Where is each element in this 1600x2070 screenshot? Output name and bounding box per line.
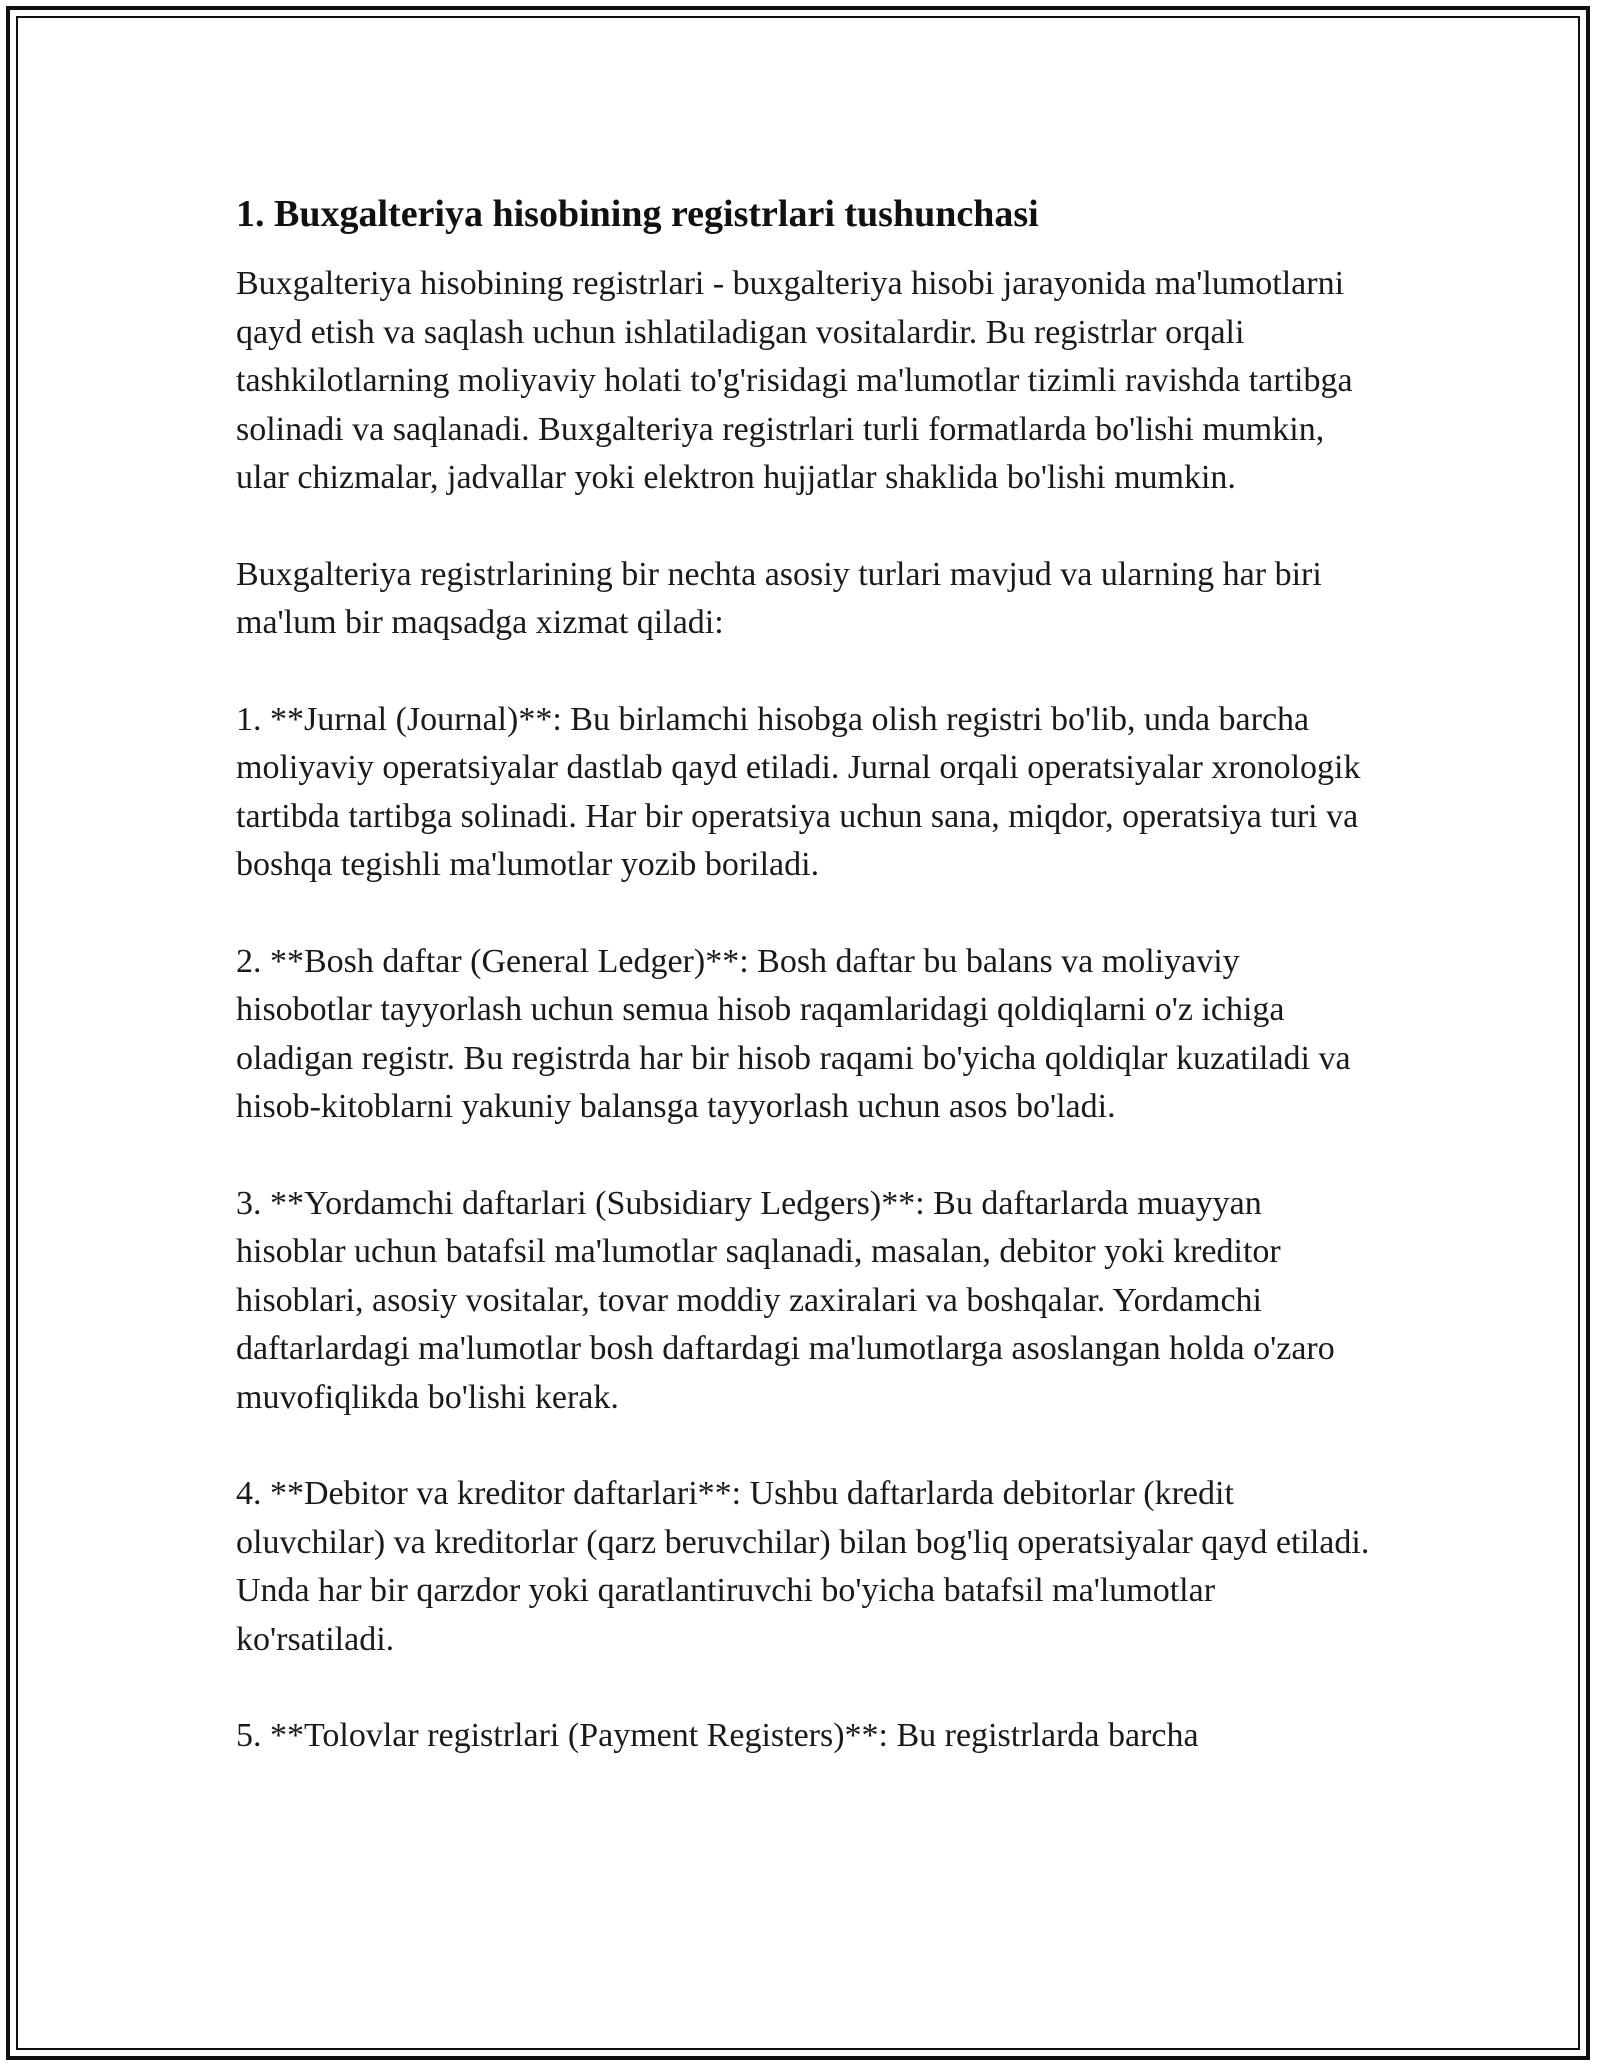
- general-ledger-paragraph: 2. **Bosh daftar (General Ledger)**: Bosh daftar bu balans va moliyaviy hisobotlar tayyorlash uchun semua hisob raqamlaridagi qoldiqlarni o'z ichiga oladigan registr. Bu registrda har bir hisob raqami bo'yicha qoldiqlar kuzatiladi va hisob-kitoblarni yakuniy balansga tayyorlash uchun asos bo'ladi.: [236, 942, 1351, 1125]
- intro-paragraph: Buxgalteriya hisobining registrlari - buxgalteriya hisobi jarayonida ma'lumotlarni qayd etish va saqlash uchun ishlatiladigan vositalardir. Bu registrlar orqali tashkilotlarning moliyaviy holati to'g'risidagi ma'lumotlar tizimli ravishda tartibga solinadi va saqlanadi. Buxgalteriya registrlari turli formatlarda bo'lishi mumkin, ular chizmalar, jadvallar yoki elektron hujjatlar shaklida bo'lishi mumkin.: [236, 265, 1353, 496]
- debtor-creditor-paragraph: 4. **Debitor va kreditor daftarlari**: Ushbu daftarlarda debitorlar (kredit oluvchilar) va kreditorlar (qarz beruvchilar) bilan bog'liq operatsiyalar qayd etiladi. Unda har bir qarzdor yoki qaratlantiruvchi bo'yicha batafsil ma'lumotlar ko'rsatiladi.: [236, 1475, 1370, 1658]
- types-intro-paragraph: Buxgalteriya registrlarining bir nechta asosiy turlari mavjud va ularning har biri ma'lum bir maqsadga xizmat qiladi:: [236, 555, 1322, 641]
- document-body: [236, 188, 1376, 1761]
- payment-registers-paragraph: 5. **Tolovlar registrlari (Payment Registers)**: Bu registrlarda barcha: [236, 1717, 1199, 1754]
- subsidiary-ledgers-paragraph: 3. **Yordamchi daftarlari (Subsidiary Ledgers)**: Bu daftarlarda muayyan hisoblar uchun batafsil ma'lumotlar saqlanadi, masalan, debitor yoki kreditor hisoblari, asosiy vositalar, tovar moddiy zaxiralari va boshqalar. Yordamchi daftarlardagi ma'lumotlar bosh daftardagi ma'lumotlarga asoslangan holda o'zaro muvofiqlikda bo'lishi kerak.: [236, 1184, 1335, 1416]
- section-heading: 1. Buxgalteriya hisobining registrlari tushunchasi: [236, 193, 1039, 235]
- journal-paragraph: 1. **Jurnal (Journal)**: Bu birlamchi hisobga olish registri bo'lib, unda barcha moliyaviy operatsiyalar dastlab qayd etiladi. Jurnal orqali operatsiyalar xronologik tartibda tartibga solinadi. Har bir operatsiya uchun sana, miqdor, operatsiya turi va boshqa tegishli ma'lumotlar yozib boriladi.: [236, 700, 1361, 883]
